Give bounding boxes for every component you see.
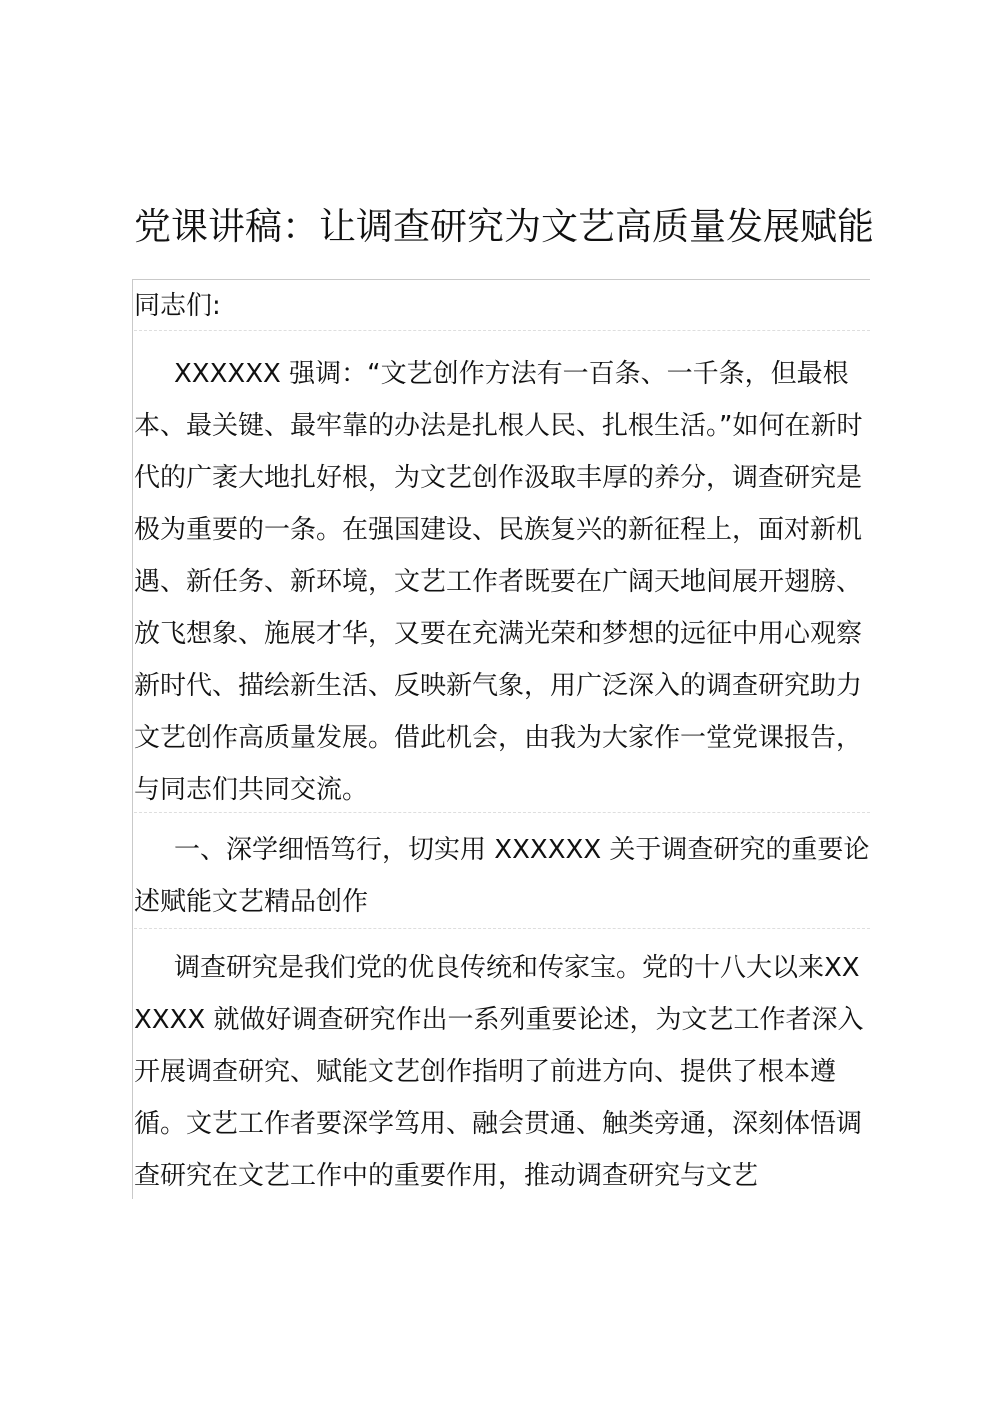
document-title: 党课讲稿：让调查研究为文艺高质量发展赋能: [134, 204, 874, 248]
paragraph-separator: [134, 812, 870, 813]
paragraph-intro: XXXXXX 强调：“文艺创作方法有一百条、一千条，但最根本、最关键、最牢靠的办法是扎根人民、扎根生活。”如何在新时代的广袤大地扎好根，为文艺创作汲取丰厚的养分，调查研究是极为重要的一条。在强国建设、民族复兴的新征程上，面对新机遇、新任务、新环境，文艺工作者既要在广阔天地间展开翅膀、放飞想象、施展才华，又要在充满光荣和梦想的远征中用心观察新时代、描绘新生活、反映新气象，用广泛深入的调查研究助力文艺创作高质量发展。借此机会，由我为大家作一堂党课报告，与同志们共同交流。: [134, 359, 863, 805]
paragraph-separator: [134, 330, 870, 331]
paragraph-separator: [134, 928, 870, 929]
paragraph-section-1: 调查研究是我们党的优良传统和传家宝。党的十八大以来XXXXXX 就做好调查研究作出一系列重要论述，为文艺工作者深入开展调查研究、赋能文艺创作指明了前进方向、提供了根本遵循。文艺工作者要深学笃用、融会贯通、触类旁通，深刻体悟调查研究在文艺工作中的重要作用，推动调查研究与文艺: [134, 953, 864, 1191]
section-heading-1: 一、深学细悟笃行，切实用 XXXXXX 关于调查研究的重要论述赋能文艺精品创作: [134, 835, 870, 917]
greeting-text: 同志们:: [134, 291, 221, 321]
